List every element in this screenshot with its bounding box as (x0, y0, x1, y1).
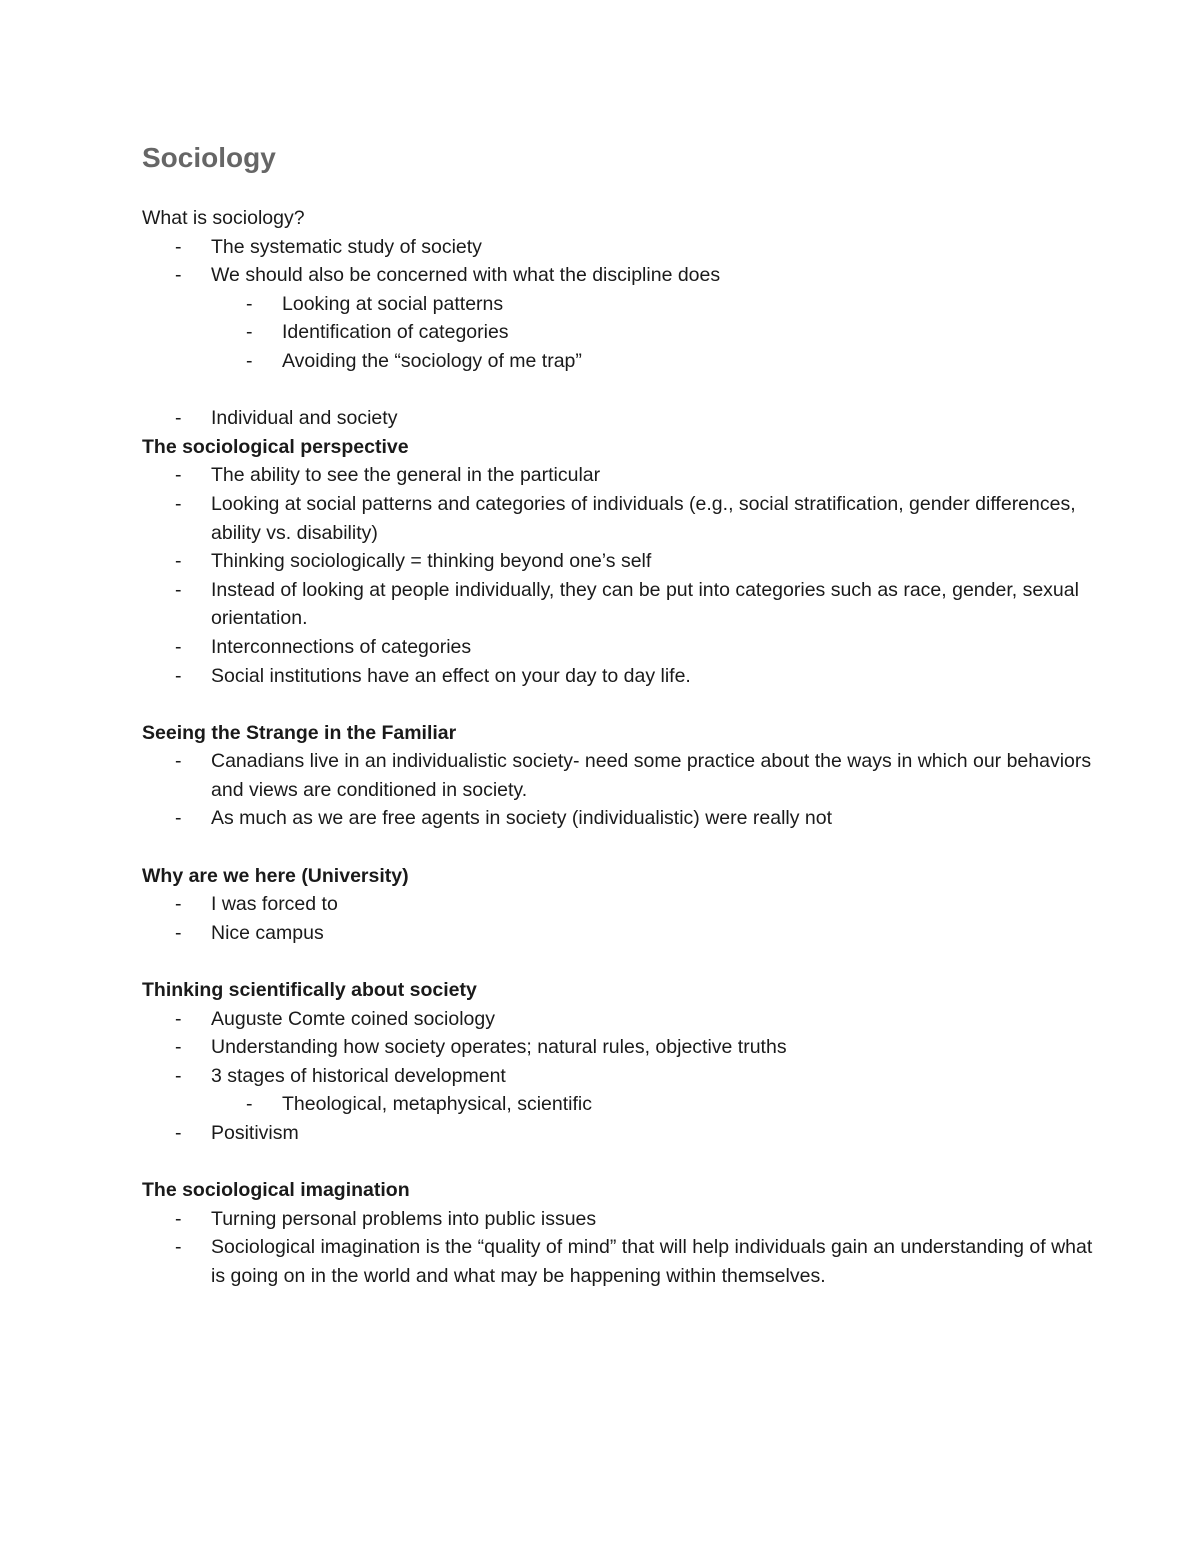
section-list (142, 1005, 1100, 1148)
section-heading: Thinking scientifically about society (142, 979, 477, 1002)
intro-block (142, 204, 1100, 433)
section-block (142, 976, 1100, 1148)
bullet-item: - Instead of looking at people individually, they can be put into categories such as race, gender, sexual orientation. (142, 576, 1100, 633)
intro-question: What is sociology? (142, 207, 305, 229)
bullet-item: - Interconnections of categories (142, 633, 1100, 662)
section-list (142, 461, 1100, 690)
bullet-item: - Thinking sociologically = thinking beyond one’s self (142, 547, 1100, 576)
section-block (142, 862, 1100, 948)
section-block (142, 1176, 1100, 1290)
bullet-item: - I was forced to (142, 890, 1100, 919)
bullet-item: - Nice campus (142, 919, 1100, 948)
bullet-item: - Auguste Comte coined sociology (142, 1005, 1100, 1034)
bullet-item: - 3 stages of historical development (142, 1062, 1100, 1091)
bullet-item: - As much as we are free agents in society (individualistic) were really not (142, 804, 1100, 833)
bullet-item: - Positivism (142, 1119, 1100, 1148)
section-heading: Seeing the Strange in the Familiar (142, 721, 457, 744)
section-list (142, 747, 1100, 833)
document-title: Sociology (142, 142, 276, 173)
bullet-item: - Theological, metaphysical, scientific (142, 1090, 1100, 1119)
section-list (142, 890, 1100, 947)
section-list (142, 1205, 1100, 1291)
section-heading: The sociological imagination (142, 1179, 410, 1202)
bullet-item: - The ability to see the general in the particular (142, 461, 1100, 490)
bullet-item: - Sociological imagination is the “quality of mind” that will help individuals gain an understanding of what is going on in the world and what may be happening within themselves. (142, 1233, 1100, 1290)
section-heading: The sociological perspective (142, 435, 409, 458)
bullet-item: - We should also be concerned with what the discipline does (142, 261, 1100, 290)
bullet-item: - Understanding how society operates; natural rules, objective truths (142, 1033, 1100, 1062)
section-block (142, 433, 1100, 690)
bullet-item: - Canadians live in an individualistic society- need some practice about the ways in which our behaviors and views are conditioned in society. (142, 747, 1100, 804)
section-heading: Why are we here (University) (142, 864, 409, 887)
bullet-item: - Identification of categories (142, 318, 1100, 347)
bullet-item: - Avoiding the “sociology of me trap” (142, 347, 1100, 376)
bullet-item: - Looking at social patterns and categories of individuals (e.g., social stratification, gender differences, ability vs. disability) (142, 490, 1100, 547)
bullet-item: - Looking at social patterns (142, 290, 1100, 319)
sections-container (142, 433, 1100, 1291)
bullet-item: - The systematic study of society (142, 233, 1100, 262)
bullet-item: - Social institutions have an effect on your day to day life. (142, 662, 1100, 691)
bullet-item: - Individual and society (142, 404, 1100, 433)
intro-list (142, 233, 1100, 433)
section-block (142, 719, 1100, 833)
bullet-item: - Turning personal problems into public issues (142, 1205, 1100, 1234)
